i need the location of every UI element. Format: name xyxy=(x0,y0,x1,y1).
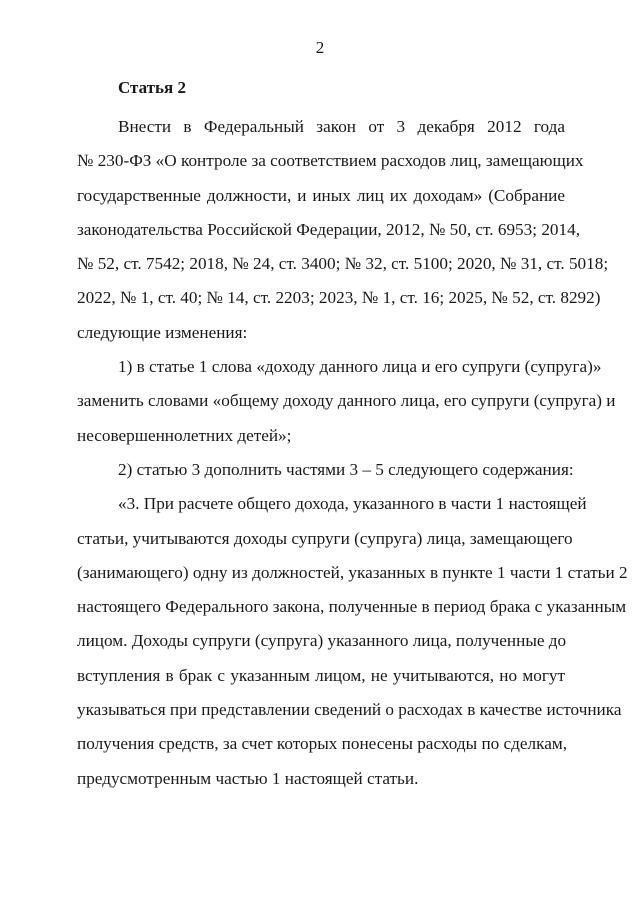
paragraph xyxy=(77,350,616,453)
article-body xyxy=(77,110,628,796)
text-line: несовершеннолетних детей»; xyxy=(77,425,292,445)
text-line: лицом. Доходы супруги (супруга) указанного лица, полученные до xyxy=(77,631,567,651)
text-line: государственные должности, и иных лиц их доходам» (Собрание xyxy=(77,185,565,205)
text-line: (занимающего) одну из должностей, указанных в пункте 1 части 1 статьи 2 xyxy=(77,562,628,582)
paragraph xyxy=(77,110,609,350)
text-line: следующие изменения: xyxy=(77,322,248,342)
text-line: настоящего Федерального закона, полученные в период брака с указанным xyxy=(77,597,627,617)
text-line: № 230-ФЗ «О контроле за соответствием расходов лиц, замещающих xyxy=(77,151,584,171)
text-line: вступления в брак с указанным лицом, не учитываются, но могут xyxy=(77,665,565,685)
text-line: Внести в Федеральный закон от 3 декабря 2012 года xyxy=(118,117,565,136)
text-line: № 52, ст. 7542; 2018, № 24, ст. 3400; № 32, ст. 5100; 2020, № 31, ст. 5018; xyxy=(77,254,609,274)
text-line: «3. При расчете общего дохода, указанного в части 1 настоящей xyxy=(118,494,587,514)
paragraph xyxy=(77,487,628,796)
text-line: законодательства Российской Федерации, 2012, № 50, ст. 6953; 2014, xyxy=(77,219,580,239)
paragraph xyxy=(77,453,574,487)
text-line: получения средств, за счет которых понесены расходы по сделкам, xyxy=(77,734,568,754)
page-number: 2 xyxy=(315,38,325,57)
text-line: 2) статью 3 дополнить частями 3 – 5 следующего содержания: xyxy=(118,459,574,479)
text-line: 2022, № 1, ст. 40; № 14, ст. 2203; 2023, № 1, ст. 16; 2025, № 52, ст. 8292) xyxy=(77,288,601,308)
text-line: 1) в статье 1 слова «доходу данного лица и его супруги (супруга)» xyxy=(118,357,602,377)
article-heading: Статья 2 xyxy=(118,78,186,97)
text-line: указываться при представлении сведений о расходах в качестве источника xyxy=(77,700,622,720)
text-line: заменить словами «общему доходу данного лица, его супруги (супруга) и xyxy=(77,391,616,411)
text-line: предусмотренным частью 1 настоящей статьи. xyxy=(77,768,419,788)
text-line: статьи, учитываются доходы супруги (супруга) лица, замещающего xyxy=(77,528,573,548)
